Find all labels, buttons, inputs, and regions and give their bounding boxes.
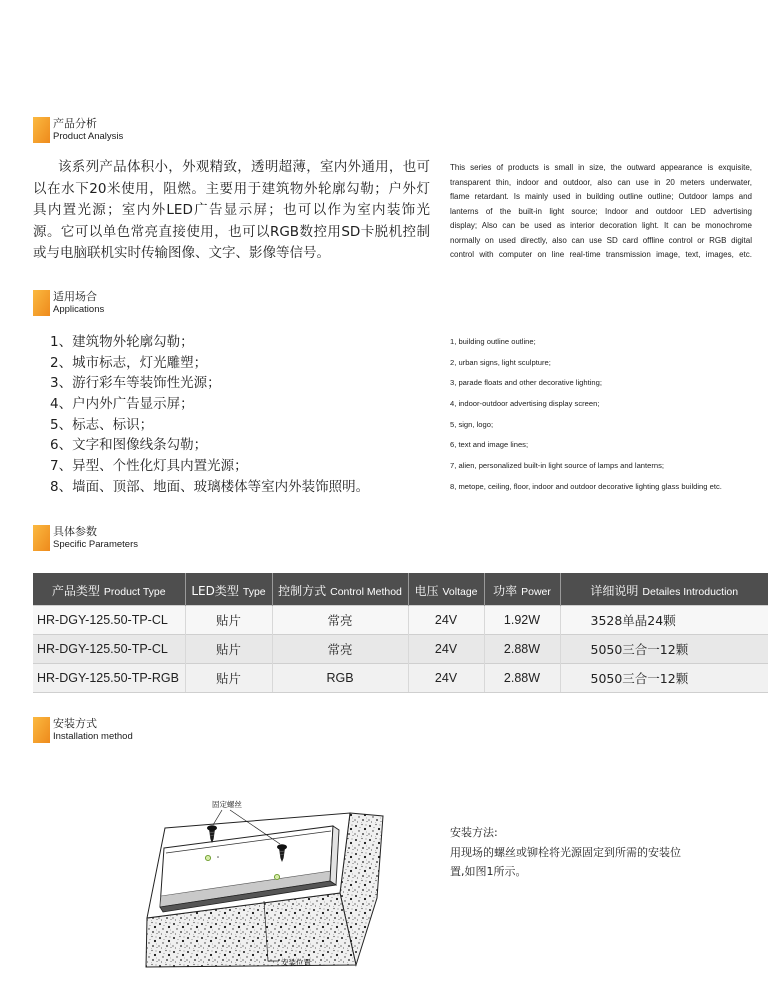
cell-details: 5050三合一12颗 [560,635,768,664]
list-item: 6、文字和图像线条勾勒； [50,437,208,454]
mounting-hole [274,874,279,879]
cell-details: 3528单晶24颗 [560,606,768,635]
section-header-product-analysis [33,117,293,144]
cell-voltage: 24V [408,664,484,693]
header-label-en: Voltage [442,585,478,598]
cell-power: 2.88W [484,635,560,664]
list-item: 8、墙面、顶部、地面、玻璃楼体等室内外装饰照明。 [50,478,370,495]
header-led-type [185,573,272,606]
header-label-en: Control Method [330,585,402,598]
section-marker [33,290,50,316]
list-item: 1、建筑物外轮廓勾勒； [50,334,194,350]
paragraph-line: transparent thin, indoor and outdoor, also can use in 20 meters underwater, [450,177,752,187]
section-title-en: Specific Parameters [53,539,139,550]
paragraph-line: lanterns of the built-in light source; Indoor and outdoor LED advertising [450,206,752,216]
table-header-row [33,573,768,606]
header-label-en: Power [521,585,551,598]
header-label-cn: LED类型 [191,583,239,598]
header-label-cn: 电压 [414,583,439,598]
paragraph-line: control with computer on line real-time transmission image, text, images, etc. [450,250,752,259]
list-item: 5, sign, logo; [450,419,494,429]
section-header-specific-parameters [33,525,293,552]
header-label-en: Type [242,585,266,598]
label-fixing-screw: 固定螺丝 [212,800,242,809]
product-analysis-en-paragraph [450,161,752,263]
list-item: 7, alien, personalized built-in light source of lamps and lanterns; [450,461,665,471]
section-title-en: Installation method [53,731,133,742]
list-item: 4、户内外广告显示屏； [50,396,194,413]
header-label-cn: 功率 [493,583,518,598]
header-label-cn: 详细说明 [590,583,639,598]
header-label-en: Product Type [103,585,166,598]
installation-method-line: 用现场的螺丝或铆栓将光源固定到所需的安装位 [450,845,681,859]
paragraph-line: 该系列产品体积小，外观精致，透明超薄，室内外通用，也可 [58,159,430,175]
list-item: 7、异型、个性化灯具内置光源； [50,458,248,475]
section-title-cn: 安装方式 [53,717,97,730]
cell-power: 2.88W [484,664,560,693]
applications-list-en [450,332,722,498]
table-row [33,606,768,635]
list-item: 2、城市标志，灯光雕塑； [50,354,208,371]
cell-details: 5050三合一12颗 [560,664,768,693]
header-control-method [272,573,408,606]
table-row [33,635,768,664]
label-mounting-position: 安装位置 [281,958,311,967]
cell-control-method: RGB [272,664,408,693]
installation-instructions [450,823,681,882]
paragraph-line: 具内置光源；室内外LED广告显示屏；也可以作为室内装饰光 [33,202,430,219]
paragraph-line: 源。它可以单色常亮直接使用，也可以RGB数控用SD卡脱机控制 [33,223,430,240]
paragraph-line: flame retardant. Is mainly used in building outline outline; Outdoor lamps and [450,192,752,201]
section-title-cn: 具体参数 [53,525,97,538]
list-item: 2, urban signs, light sculpture; [450,357,551,367]
section-title-cn: 适用场合 [53,290,97,303]
section-marker [33,717,50,743]
header-label-en: Detailes Introduction [642,585,739,598]
section-header-applications [33,290,293,317]
header-label-cn: 控制方式 [278,583,327,598]
surface-dot [217,856,219,858]
cell-led-type: 贴片 [185,635,272,664]
section-header-installation [33,717,293,744]
applications-list-cn [50,332,369,498]
table-row [33,664,768,693]
header-power [484,573,560,606]
header-voltage [408,573,484,606]
paragraph-line: This series of products is small in size, the outward appearance is exquisite, [450,163,752,172]
header-product-type [33,573,185,606]
specifications-table [33,573,768,693]
list-item: 3、游行彩车等装饰性光源； [50,375,221,392]
cell-control-method: 常亮 [272,635,408,664]
cell-led-type: 贴片 [185,606,272,635]
list-item: 8, metope, ceiling, floor, indoor and outdoor decorative lighting glass building etc. [450,481,722,491]
section-title-cn: 产品分析 [53,117,97,130]
section-marker [33,117,50,143]
paragraph-line: normally on used directly, also can use SD card offline control or RGB digital [450,235,752,245]
list-item: 3, parade floats and other decorative lighting; [450,378,602,388]
header-details [560,573,768,606]
cell-product-type: HR-DGY-125.50-TP-CL [33,635,185,664]
installation-method-line: 置,如图1所示。 [450,865,527,878]
list-item: 5、标志、标识； [50,416,154,433]
cell-product-type: HR-DGY-125.50-TP-RGB [33,664,185,693]
cell-voltage: 24V [408,606,484,635]
list-item: 4, indoor-outdoor advertising display screen; [450,399,600,409]
mounting-hole [205,855,210,860]
section-title-en: Product Analysis [53,131,124,142]
paragraph-line: display; Also can be used as interior decoration light. It can be monochrome [450,221,752,230]
section-title-en: Applications [53,304,105,315]
paragraph-line: 或与电脑联机实时传输图像、文字、影像等信号。 [33,245,330,262]
installation-diagram [130,795,400,975]
list-item: 6, text and image lines; [450,440,529,450]
section-marker [33,525,50,551]
leader-line-screw [213,810,222,825]
product-analysis-cn-paragraph [33,157,430,265]
cell-product-type: HR-DGY-125.50-TP-CL [33,606,185,635]
list-item: 1, building outline outline; [450,337,536,346]
cell-power: 1.92W [484,606,560,635]
cell-led-type: 贴片 [185,664,272,693]
installation-method-title: 安装方法: [450,826,498,839]
cell-voltage: 24V [408,635,484,664]
paragraph-line: 以在水下20米使用，阻燃。主要用于建筑物外轮廓勾勒；户外灯 [33,180,430,197]
header-label-cn: 产品类型 [51,583,100,598]
cell-control-method: 常亮 [272,606,408,635]
